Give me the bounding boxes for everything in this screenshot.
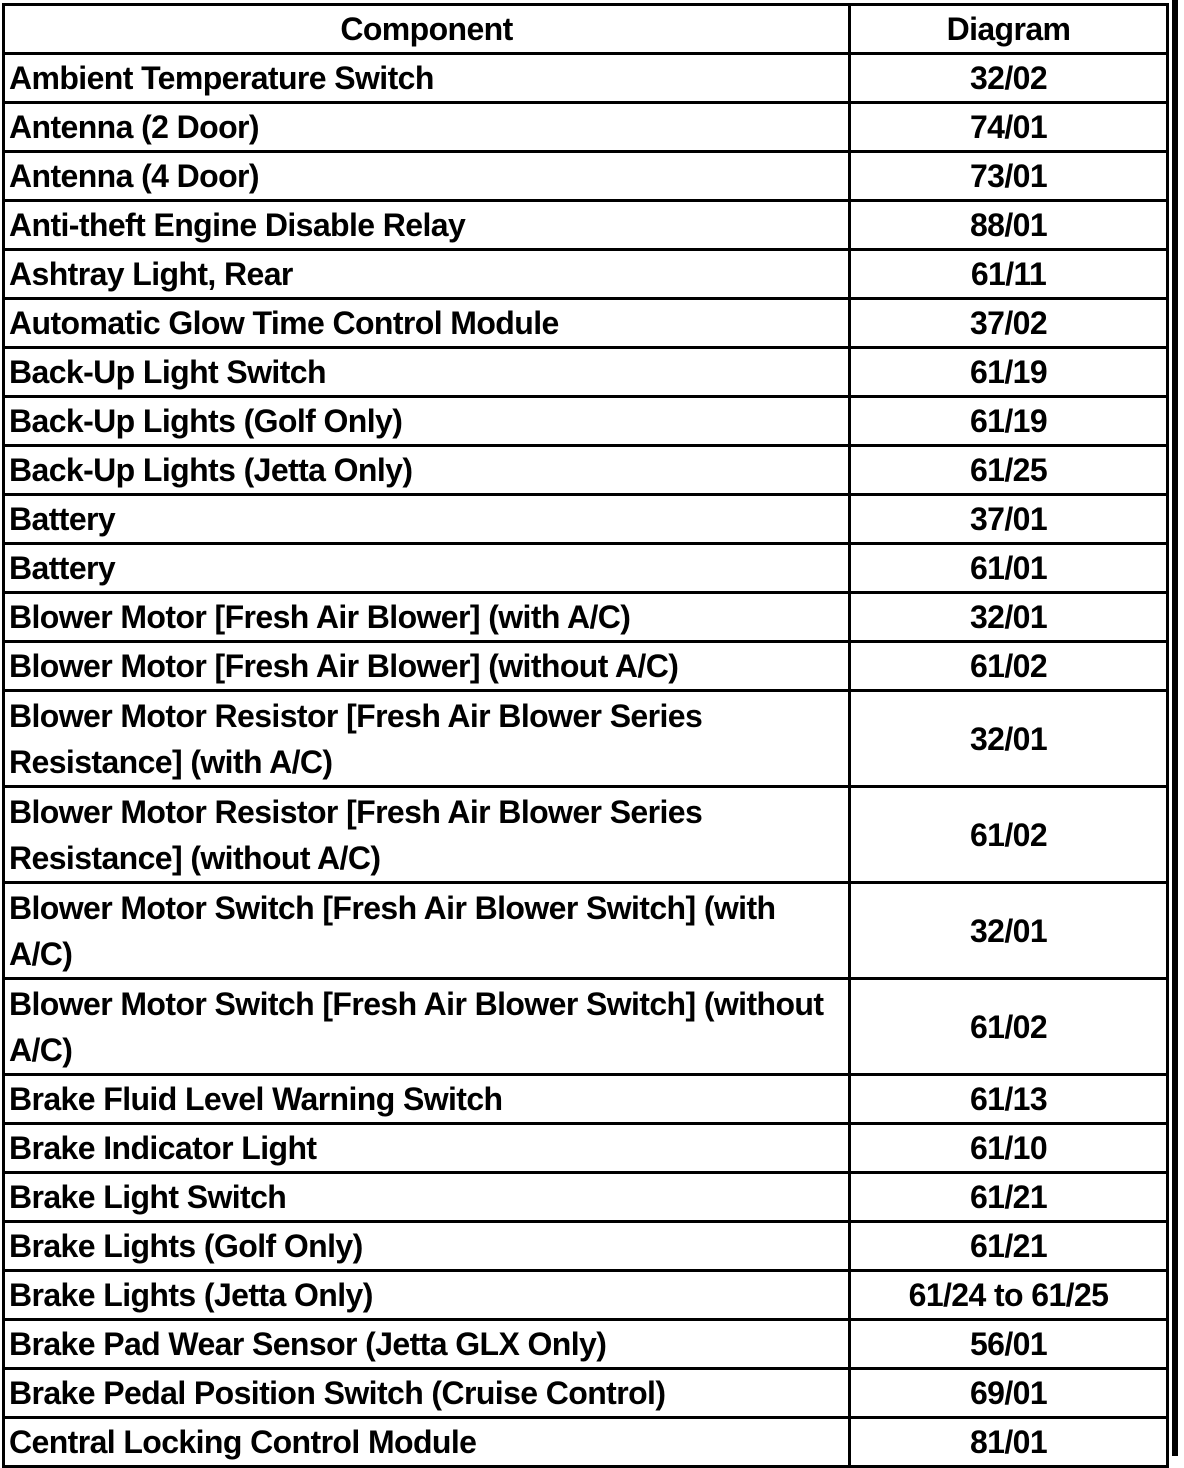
diagram-cell: 74/01 xyxy=(850,103,1168,152)
component-cell: Central Locking Control Module xyxy=(4,1418,850,1467)
diagram-cell: 61/02 xyxy=(850,642,1168,691)
component-cell: Blower Motor Switch [Fresh Air Blower Switch] (without A/C) xyxy=(4,979,850,1075)
table-row xyxy=(4,642,1168,691)
component-cell: Brake Fluid Level Warning Switch xyxy=(4,1075,850,1124)
diagram-cell: 61/02 xyxy=(850,979,1168,1075)
header-component: Component xyxy=(4,5,850,54)
diagram-cell: 61/19 xyxy=(850,397,1168,446)
component-cell: Brake Indicator Light xyxy=(4,1124,850,1173)
component-cell: Blower Motor Switch [Fresh Air Blower Switch] (with A/C) xyxy=(4,883,850,979)
table-row xyxy=(4,1418,1168,1467)
component-diagram-table-container xyxy=(2,3,1166,1468)
diagram-cell: 61/19 xyxy=(850,348,1168,397)
component-cell: Brake Lights (Golf Only) xyxy=(4,1222,850,1271)
table-body xyxy=(4,54,1168,1467)
table-row xyxy=(4,397,1168,446)
table-row xyxy=(4,787,1168,883)
table-row xyxy=(4,152,1168,201)
diagram-cell: 32/01 xyxy=(850,593,1168,642)
component-cell: Battery xyxy=(4,495,850,544)
table-row xyxy=(4,201,1168,250)
table-row xyxy=(4,1369,1168,1418)
table-row xyxy=(4,691,1168,787)
diagram-cell: 61/02 xyxy=(850,787,1168,883)
table-row xyxy=(4,1124,1168,1173)
diagram-cell: 69/01 xyxy=(850,1369,1168,1418)
component-cell: Back-Up Light Switch xyxy=(4,348,850,397)
table-row xyxy=(4,1320,1168,1369)
table-row xyxy=(4,446,1168,495)
diagram-cell: 32/01 xyxy=(850,691,1168,787)
diagram-cell: 61/11 xyxy=(850,250,1168,299)
diagram-cell: 37/02 xyxy=(850,299,1168,348)
table-header-row xyxy=(4,5,1168,54)
diagram-cell: 61/13 xyxy=(850,1075,1168,1124)
diagram-cell: 32/02 xyxy=(850,54,1168,103)
diagram-cell: 61/24 to 61/25 xyxy=(850,1271,1168,1320)
table-row xyxy=(4,979,1168,1075)
component-cell: Battery xyxy=(4,544,850,593)
diagram-cell: 88/01 xyxy=(850,201,1168,250)
diagram-cell: 37/01 xyxy=(850,495,1168,544)
table-row xyxy=(4,1075,1168,1124)
right-edge-border xyxy=(1172,0,1178,1456)
component-cell: Antenna (2 Door) xyxy=(4,103,850,152)
component-cell: Anti-theft Engine Disable Relay xyxy=(4,201,850,250)
component-cell: Brake Pad Wear Sensor (Jetta GLX Only) xyxy=(4,1320,850,1369)
component-cell: Automatic Glow Time Control Module xyxy=(4,299,850,348)
diagram-cell: 61/10 xyxy=(850,1124,1168,1173)
component-cell: Brake Light Switch xyxy=(4,1173,850,1222)
table-row xyxy=(4,593,1168,642)
component-cell: Blower Motor Resistor [Fresh Air Blower Series Resistance] (without A/C) xyxy=(4,787,850,883)
diagram-cell: 61/01 xyxy=(850,544,1168,593)
table-row xyxy=(4,250,1168,299)
table-row xyxy=(4,103,1168,152)
table-row xyxy=(4,1173,1168,1222)
table-row xyxy=(4,348,1168,397)
diagram-cell: 73/01 xyxy=(850,152,1168,201)
table-row xyxy=(4,544,1168,593)
component-cell: Ashtray Light, Rear xyxy=(4,250,850,299)
table-row xyxy=(4,299,1168,348)
table-row xyxy=(4,1271,1168,1320)
component-cell: Brake Lights (Jetta Only) xyxy=(4,1271,850,1320)
diagram-cell: 32/01 xyxy=(850,883,1168,979)
diagram-cell: 61/21 xyxy=(850,1173,1168,1222)
component-cell: Brake Pedal Position Switch (Cruise Control) xyxy=(4,1369,850,1418)
component-cell: Back-Up Lights (Golf Only) xyxy=(4,397,850,446)
component-cell: Blower Motor [Fresh Air Blower] (without A/C) xyxy=(4,642,850,691)
table-row xyxy=(4,883,1168,979)
table-row xyxy=(4,495,1168,544)
diagram-cell: 56/01 xyxy=(850,1320,1168,1369)
component-cell: Ambient Temperature Switch xyxy=(4,54,850,103)
component-cell: Back-Up Lights (Jetta Only) xyxy=(4,446,850,495)
diagram-cell: 61/21 xyxy=(850,1222,1168,1271)
table-row xyxy=(4,54,1168,103)
diagram-cell: 81/01 xyxy=(850,1418,1168,1467)
component-cell: Blower Motor Resistor [Fresh Air Blower Series Resistance] (with A/C) xyxy=(4,691,850,787)
header-diagram: Diagram xyxy=(850,5,1168,54)
component-diagram-table xyxy=(2,3,1169,1468)
table-row xyxy=(4,1222,1168,1271)
component-cell: Antenna (4 Door) xyxy=(4,152,850,201)
component-cell: Blower Motor [Fresh Air Blower] (with A/C) xyxy=(4,593,850,642)
diagram-cell: 61/25 xyxy=(850,446,1168,495)
